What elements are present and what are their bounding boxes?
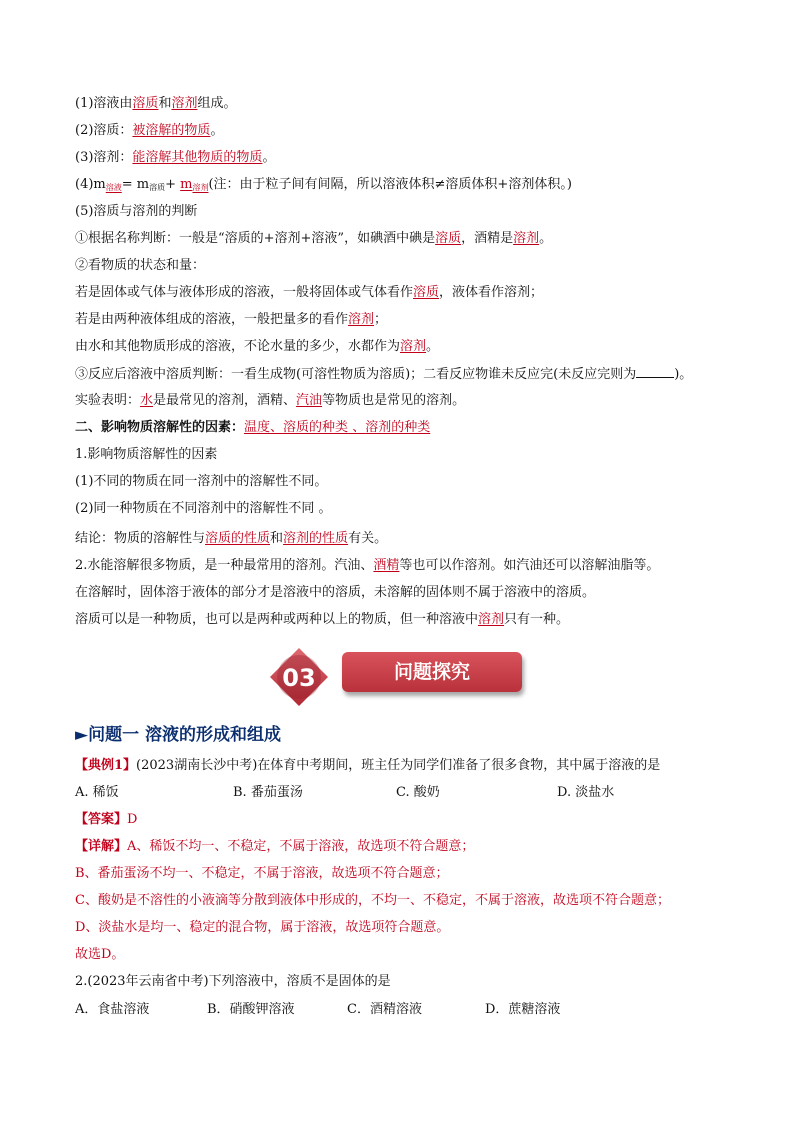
answer-underline: 被溶解的物质: [132, 123, 211, 138]
answer-line: [75, 811, 137, 829]
section-number-badge: [268, 646, 330, 708]
text: ，酒精是: [461, 231, 514, 246]
detail-line-b: B、番茄蛋汤不均一、不稳定，不属于溶液，故选项不符合题意；: [75, 866, 449, 881]
text: 。: [262, 150, 276, 165]
text: 由水和其他物质形成的溶液，不论水量的多少，水都作为: [75, 339, 401, 354]
line-solubility-factors: [75, 419, 430, 437]
banner-title: 问题探究: [393, 661, 470, 683]
conclusion-line: 故选D。: [75, 947, 125, 962]
line-judge-by-name: [75, 230, 552, 248]
line-judgement-title: [75, 203, 197, 221]
answer-underline: 溶剂: [171, 96, 198, 111]
line-two-liquids: [75, 311, 387, 329]
section-heading: 二、影响物质溶解性的因素：: [75, 420, 245, 435]
text: +: [165, 177, 181, 192]
line-dissolving: [75, 584, 595, 602]
answer-underline: 温度: [244, 420, 271, 435]
answer-underline: 溶剂: [478, 612, 505, 627]
text: 只有一种。: [504, 612, 570, 627]
subscript: 溶质: [149, 183, 166, 192]
text: ②看物质的状态和量：: [75, 258, 206, 273]
text: 溶质可以是一种物质，也可以是两种或两种以上的物质，但一种溶液中: [75, 612, 479, 627]
text: 1.影响物质溶解性的因素: [75, 447, 218, 462]
text: 和: [158, 96, 172, 111]
text: ①根据名称判断：一般是“溶质的+溶剂+溶液”，如碘酒中碘是: [75, 231, 436, 246]
text: 结论：物质的溶解性与: [75, 531, 206, 546]
text: 。: [210, 123, 224, 138]
banner-pill: [342, 652, 522, 692]
line-mass-formula: [75, 176, 572, 197]
answer-underline: 、: [348, 420, 366, 435]
q2-option-c[interactable]: C．酒精溶液: [347, 1002, 422, 1017]
answer-underline: 溶质: [435, 231, 462, 246]
text: )。: [674, 367, 693, 382]
answer-value: D: [127, 812, 138, 827]
problem-heading: ►问题一 溶液的形成和组成: [75, 725, 281, 745]
answer-tag: 【答案】: [75, 812, 128, 827]
line-water-common-solvent: [75, 557, 659, 575]
text: 在溶解时，固体溶于液体的部分才是溶液中的溶质，未溶解的固体则不属于溶液中的溶质。: [75, 585, 596, 600]
subscript: 溶液: [105, 183, 122, 192]
line-solute-count: [75, 611, 569, 629]
section-number: 03: [282, 664, 316, 692]
line-conclusion: [75, 530, 387, 548]
answer-underline: 能溶解其他物质的物质: [132, 150, 263, 165]
answer-underline: 、: [270, 420, 284, 435]
answer-underline: 溶剂: [513, 231, 540, 246]
subscript: 溶剂: [192, 183, 209, 192]
section-banner: [268, 646, 528, 706]
line-water-solvent: [75, 338, 439, 356]
line-different-substances: [75, 473, 327, 491]
text: 和: [270, 531, 284, 546]
text: (2)同一种物质在不同溶剂中的溶解性不同 。: [75, 501, 332, 516]
option-c[interactable]: C. 酸奶: [396, 785, 440, 800]
question-text: (2023湖南长沙中考)在体育中考期间，班主任为同学们准备了很多食物，其中属于溶液的是: [136, 758, 661, 773]
text: ；: [374, 312, 388, 327]
text: ③反应后溶液中溶质判断：一看生成物(可溶性物质为溶质)；二看反应物谁未反应完(未反应完则为: [75, 367, 637, 382]
text: (5)溶质与溶剂的判断: [75, 204, 198, 219]
detail-line-a: [75, 838, 474, 856]
answer-underline: 溶剂: [348, 312, 375, 327]
option-b[interactable]: B. 番茄蛋汤: [233, 785, 303, 800]
text: 是最常见的溶剂，酒精、: [153, 393, 297, 408]
option-d[interactable]: D. 淡盐水: [557, 785, 615, 800]
q2-option-d[interactable]: D．蔗糖溶液: [485, 1002, 561, 1017]
line-same-substance: [75, 500, 332, 518]
example-tag: 【典例1】: [75, 758, 137, 773]
detail-tag: 【详解】: [75, 839, 128, 854]
fill-blank[interactable]: [636, 365, 674, 378]
text: 若是固体或气体与液体形成的溶液，一般将固体或气体看作: [75, 285, 414, 300]
text: 。: [426, 339, 440, 354]
line-solid-gas-liquid: [75, 284, 543, 302]
text: 2.水能溶解很多物质，是一种最常用的溶剂。汽油、: [75, 558, 374, 573]
text: 组成。: [197, 96, 237, 111]
answer-underline: 溶质: [413, 285, 440, 300]
line-after-reaction: [75, 365, 692, 384]
question2-stem: 2.(2023年云南省中考)下列溶液中，溶质不是固体的是: [75, 974, 391, 989]
text: = m: [121, 177, 150, 192]
answer-underline: 溶剂的性质: [283, 531, 349, 546]
line-solution-composition: [75, 95, 236, 113]
answer-underline: 溶剂的种类: [365, 420, 431, 435]
example-question: [75, 757, 660, 775]
line-factors-title: [75, 446, 217, 464]
answer-underline: 水: [140, 393, 154, 408]
q2-option-a[interactable]: A．食盐溶液: [75, 1002, 150, 1017]
option-a[interactable]: A. 稀饭: [75, 785, 119, 800]
text: 若是由两种液体组成的溶液，一般把量多的看作: [75, 312, 349, 327]
text: (1)溶液由: [75, 96, 133, 111]
text: 有关。: [348, 531, 388, 546]
detail-text: A、稀饭不均一、不稳定，不属于溶液，故选项不符合题意；: [127, 839, 475, 854]
text: (1)不同的物质在同一溶剂中的溶解性不同。: [75, 474, 328, 489]
text: 等物质也是常见的溶剂。: [322, 393, 466, 408]
line-judge-by-state: [75, 257, 205, 275]
line-solute-definition: [75, 122, 223, 140]
line-experiment: [75, 392, 465, 410]
line-solvent-definition: [75, 149, 275, 167]
detail-line-c: C、酸奶是不溶性的小液滴等分散到液体中形成的，不均一、不稳定，不属于溶液，故选项不符合题意；: [75, 893, 670, 908]
detail-line-d: D、淡盐水是均一、稳定的混合物，属于溶液，故选项符合题意。: [75, 920, 450, 935]
text: ，液体看作溶剂；: [439, 285, 544, 300]
text: (2)溶质：: [75, 123, 133, 138]
text: 实验表明：: [75, 393, 141, 408]
answer-underline: 汽油: [296, 393, 323, 408]
answer-underline: 溶剂: [400, 339, 427, 354]
answer-underline: 溶质的种类: [283, 420, 349, 435]
answer-underline: 溶质的性质: [205, 531, 271, 546]
answer-underline: m: [180, 177, 193, 192]
q2-option-b[interactable]: B．硝酸钾溶液: [207, 1002, 295, 1017]
text: 等也可以作溶剂。如汽油还可以溶解油脂等。: [399, 558, 660, 573]
text: (4)m: [75, 177, 106, 192]
answer-underline: 酒精: [373, 558, 400, 573]
text: (注：由于粒子间有间隔，所以溶液体积≠溶质体积+溶剂体积。): [208, 177, 572, 192]
text: (3)溶剂：: [75, 150, 133, 165]
text: 。: [539, 231, 553, 246]
answer-underline: 溶质: [132, 96, 159, 111]
